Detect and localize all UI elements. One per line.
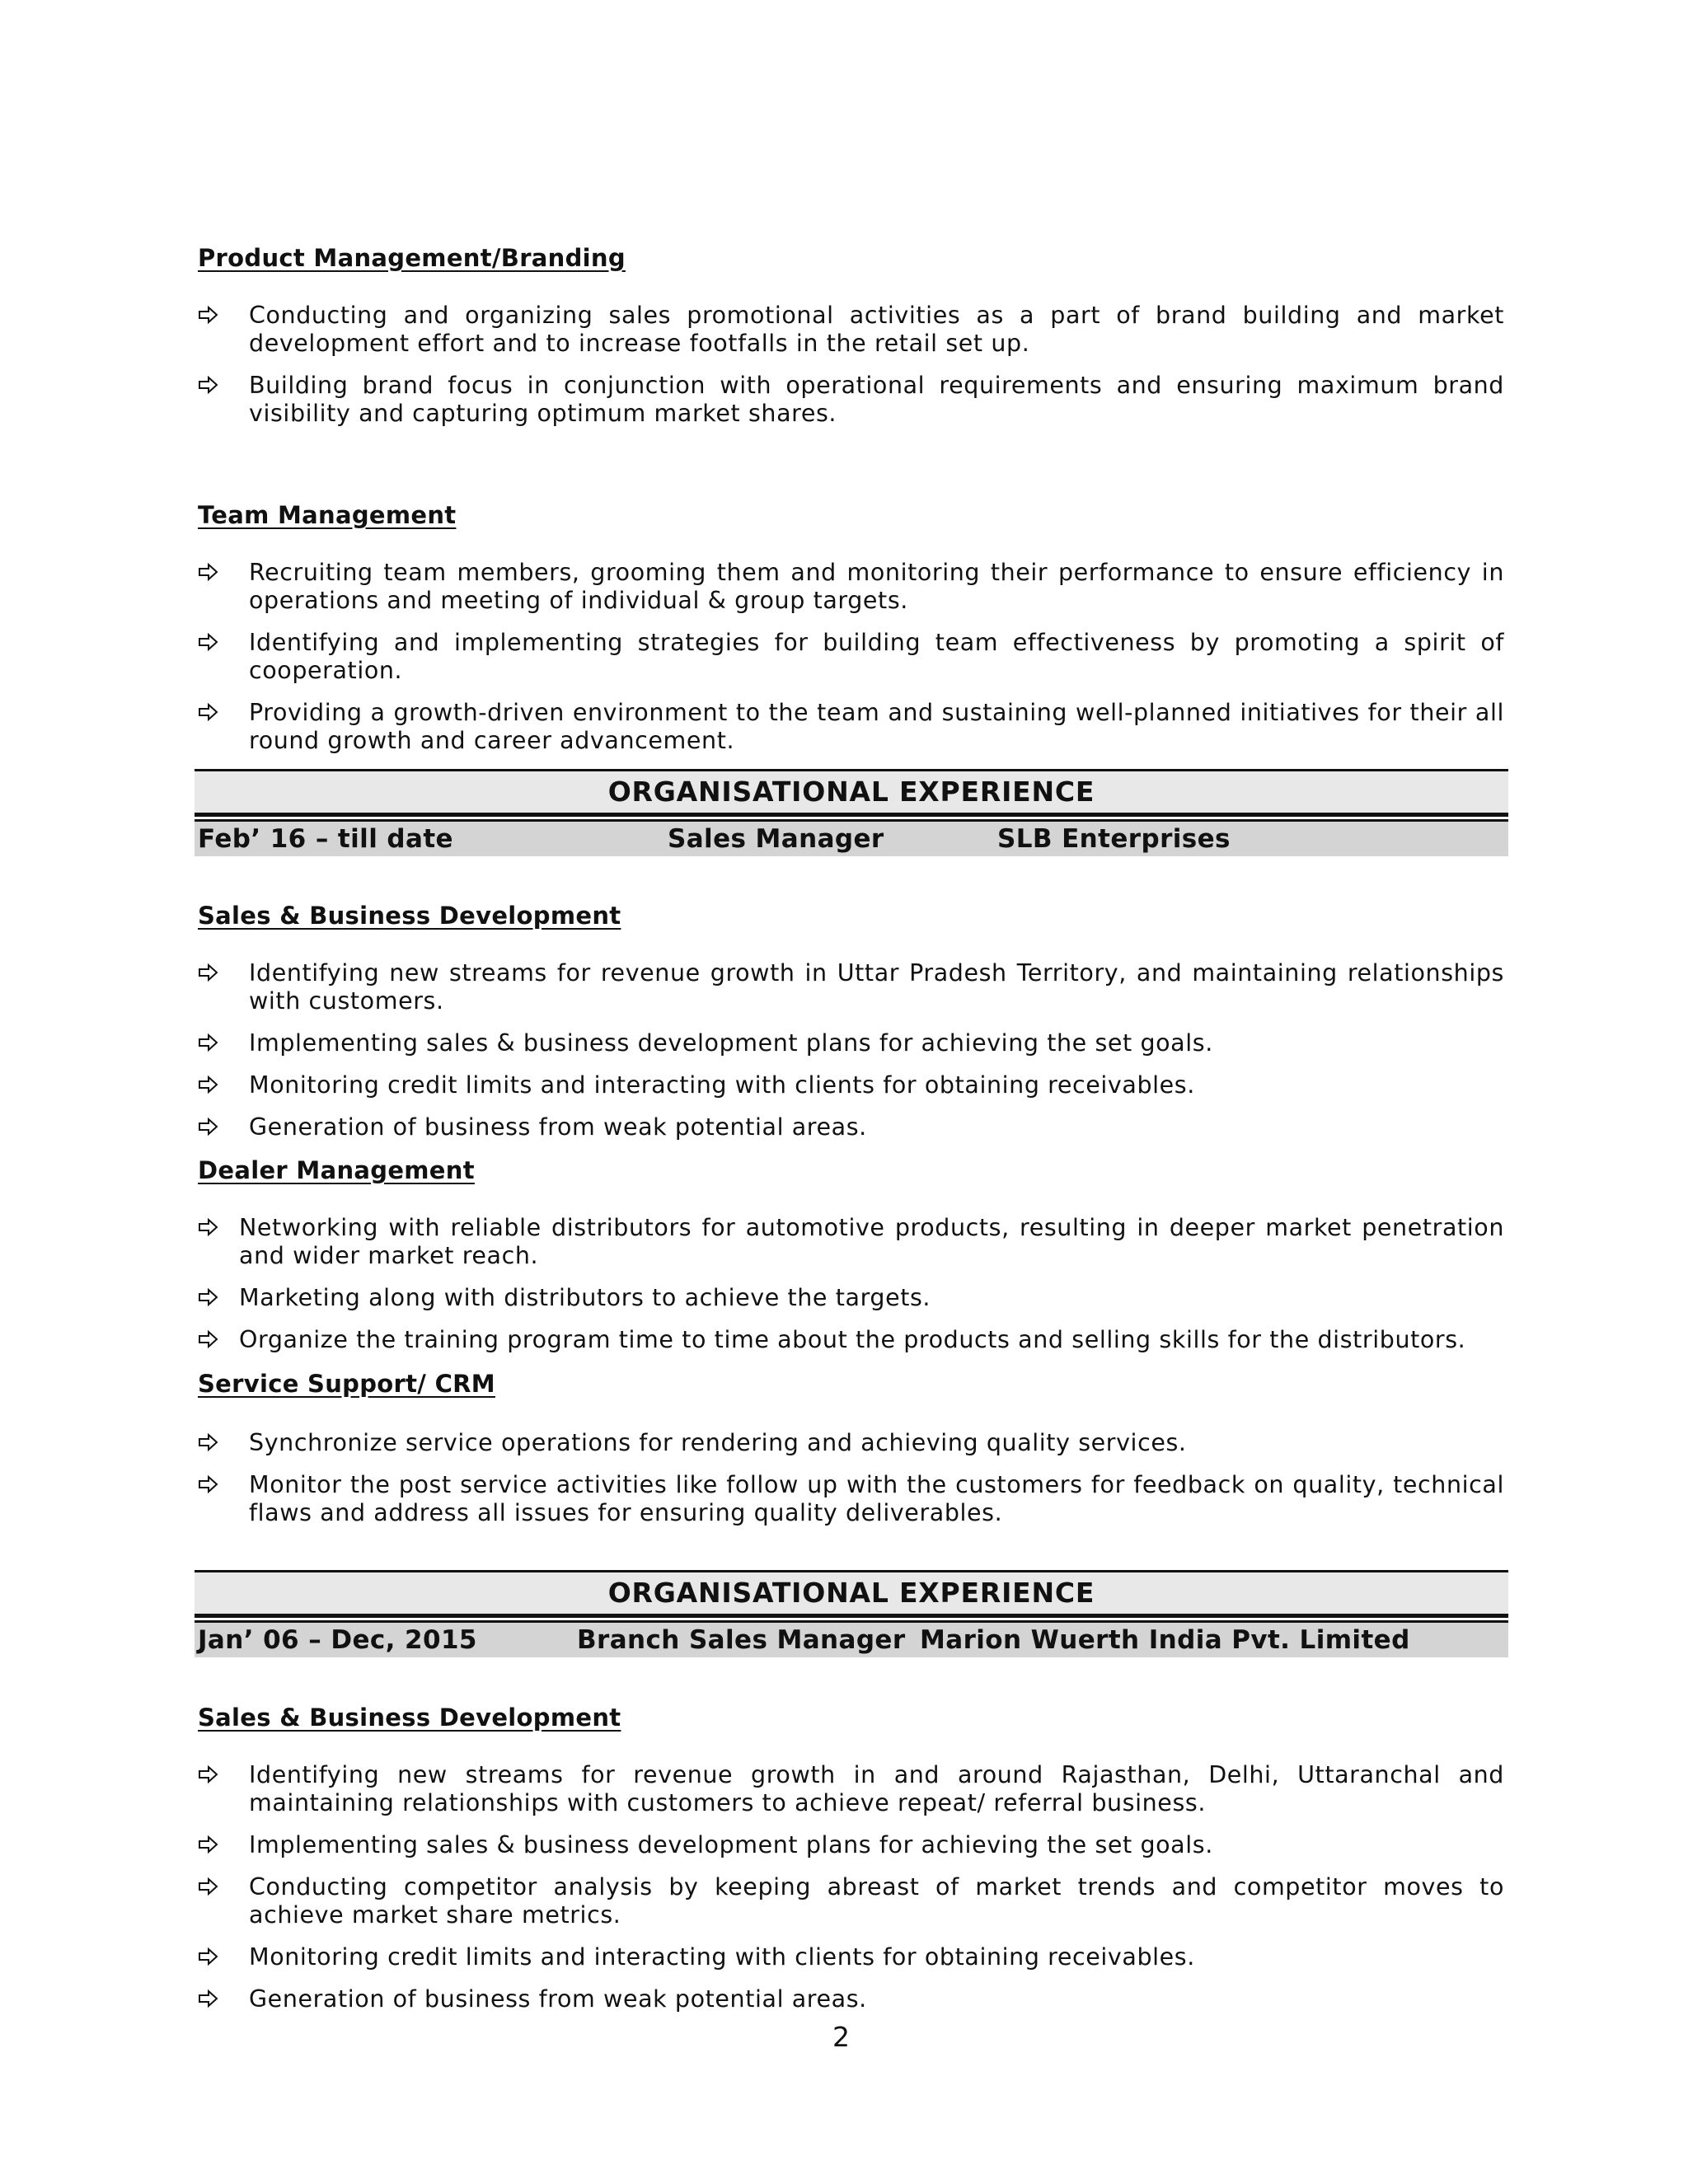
bullet-text: Identifying new streams for revenue growth in Uttar Pradesh Territory, and maintaining relationships with customers. xyxy=(249,959,1504,1015)
section-heading-sales-development: Sales & Business Development xyxy=(198,902,621,930)
arrow-bullet-icon xyxy=(198,1474,219,1495)
list-item xyxy=(198,302,1504,358)
section-heading-sales-development-2: Sales & Business Development xyxy=(198,1704,621,1732)
bullet-text: Implementing sales & business development plans for achieving the set goals. xyxy=(249,1029,1213,1057)
bullet-text: Providing a growth-driven environment to the team and sustaining well-planned initiatives for their all round growth and career advancement. xyxy=(249,699,1504,754)
arrow-bullet-icon xyxy=(198,561,219,583)
arrow-bullet-icon xyxy=(198,1834,219,1855)
arrow-bullet-icon xyxy=(198,1432,219,1453)
bullet-text: Marketing along with distributors to achieve the targets. xyxy=(239,1284,931,1311)
arrow-bullet-icon xyxy=(198,1216,219,1238)
arrow-bullet-icon xyxy=(198,1876,219,1897)
list-item xyxy=(198,1113,1504,1141)
bullet-text: Implementing sales & business development plans for achieving the set goals. xyxy=(249,1831,1213,1858)
bullet-text: Identifying new streams for revenue growth in and around Rajasthan, Delhi, Uttaranchal and maintaining relationships with customers to achieve repeat/ referral business. xyxy=(249,1761,1504,1816)
bullet-text: Networking with reliable distributors for automotive products, resulting in deeper market penetration and wider market reach. xyxy=(239,1214,1504,1269)
arrow-bullet-icon xyxy=(198,701,219,723)
job-period: Jan’ 06 – Dec, 2015 xyxy=(198,1625,477,1655)
arrow-bullet-icon xyxy=(198,374,219,396)
arrow-bullet-icon xyxy=(198,304,219,326)
arrow-bullet-icon xyxy=(198,1074,219,1095)
arrow-bullet-icon xyxy=(198,1988,219,2009)
bullet-text: Synchronize service operations for rendering and achieving quality services. xyxy=(249,1429,1187,1456)
job-company: SLB Enterprises xyxy=(997,824,1231,854)
arrow-bullet-icon xyxy=(198,1032,219,1053)
bullet-text: Conducting and organizing sales promotional activities as a part of brand building and market development effort and to increase footfalls in the retail set up. xyxy=(249,302,1504,357)
list-item xyxy=(198,1943,1504,1971)
bullet-text: Identifying and implementing strategies for building team effectiveness by promoting a spirit of cooperation. xyxy=(249,629,1504,684)
list-item xyxy=(198,699,1504,755)
experience-band-1 xyxy=(195,769,1508,856)
dealer-management-list xyxy=(198,1214,1504,1368)
experience-band-title: ORGANISATIONAL EXPERIENCE xyxy=(195,1572,1508,1614)
experience-band-title: ORGANISATIONAL EXPERIENCE xyxy=(195,771,1508,813)
list-item xyxy=(198,1214,1504,1270)
bullet-text: Generation of business from weak potential areas. xyxy=(249,1985,867,2013)
experience-band-2 xyxy=(195,1570,1508,1657)
list-item xyxy=(198,1471,1504,1527)
page-number: 2 xyxy=(832,2021,850,2053)
list-item xyxy=(198,1284,1504,1312)
bullet-text: Generation of business from weak potential areas. xyxy=(249,1113,867,1141)
arrow-bullet-icon xyxy=(198,1946,219,1967)
bullet-text: Monitoring credit limits and interacting with clients for obtaining receivables. xyxy=(249,1943,1195,1971)
list-item xyxy=(198,1761,1504,1817)
arrow-bullet-icon xyxy=(198,631,219,653)
bullet-text: Conducting competitor analysis by keeping abreast of market trends and competitor moves to achieve market share metrics. xyxy=(249,1873,1504,1929)
arrow-bullet-icon xyxy=(198,1764,219,1785)
section-heading-service-support: Service Support/ CRM xyxy=(198,1370,495,1398)
list-item xyxy=(198,1873,1504,1929)
sales-development-list-2 xyxy=(198,1761,1504,2027)
list-item xyxy=(198,372,1504,428)
list-item xyxy=(198,559,1504,615)
list-item xyxy=(198,1831,1504,1859)
job-role: Branch Sales Manager xyxy=(577,1625,906,1655)
list-item xyxy=(198,1429,1504,1457)
bullet-text: Building brand focus in conjunction with operational requirements and ensuring maximum brand visibility and capturing optimum market shares. xyxy=(249,372,1504,427)
arrow-bullet-icon xyxy=(198,962,219,983)
list-item xyxy=(198,1029,1504,1057)
sales-development-list xyxy=(198,959,1504,1155)
arrow-bullet-icon xyxy=(198,1329,219,1350)
job-period: Feb’ 16 – till date xyxy=(198,824,453,854)
product-management-list xyxy=(198,302,1504,442)
list-item xyxy=(198,959,1504,1015)
list-item xyxy=(198,1071,1504,1099)
bullet-text: Monitor the post service activities like follow up with the customers for feedback on quality, technical flaws and address all issues for ensuring quality deliverables. xyxy=(249,1471,1504,1526)
section-heading-team-management: Team Management xyxy=(198,501,457,529)
job-role: Sales Manager xyxy=(668,824,884,854)
bullet-text: Monitoring credit limits and interacting with clients for obtaining receivables. xyxy=(249,1071,1195,1099)
team-management-list xyxy=(198,559,1504,769)
list-item xyxy=(198,1985,1504,2013)
service-support-list xyxy=(198,1429,1504,1541)
job-row xyxy=(195,822,1508,856)
job-company: Marion Wuerth India Pvt. Limited xyxy=(920,1625,1410,1655)
bullet-text: Recruiting team members, grooming them and monitoring their performance to ensure efficiency in operations and meeting of individual & group targets. xyxy=(249,559,1504,614)
section-heading-dealer-management: Dealer Management xyxy=(198,1156,475,1184)
section-heading-product-management: Product Management/Branding xyxy=(198,244,626,272)
arrow-bullet-icon xyxy=(198,1286,219,1308)
list-item xyxy=(198,629,1504,685)
list-item xyxy=(198,1326,1504,1354)
job-row xyxy=(195,1623,1508,1657)
bullet-text: Organize the training program time to time about the products and selling skills for the distributors. xyxy=(239,1326,1466,1353)
arrow-bullet-icon xyxy=(198,1116,219,1137)
